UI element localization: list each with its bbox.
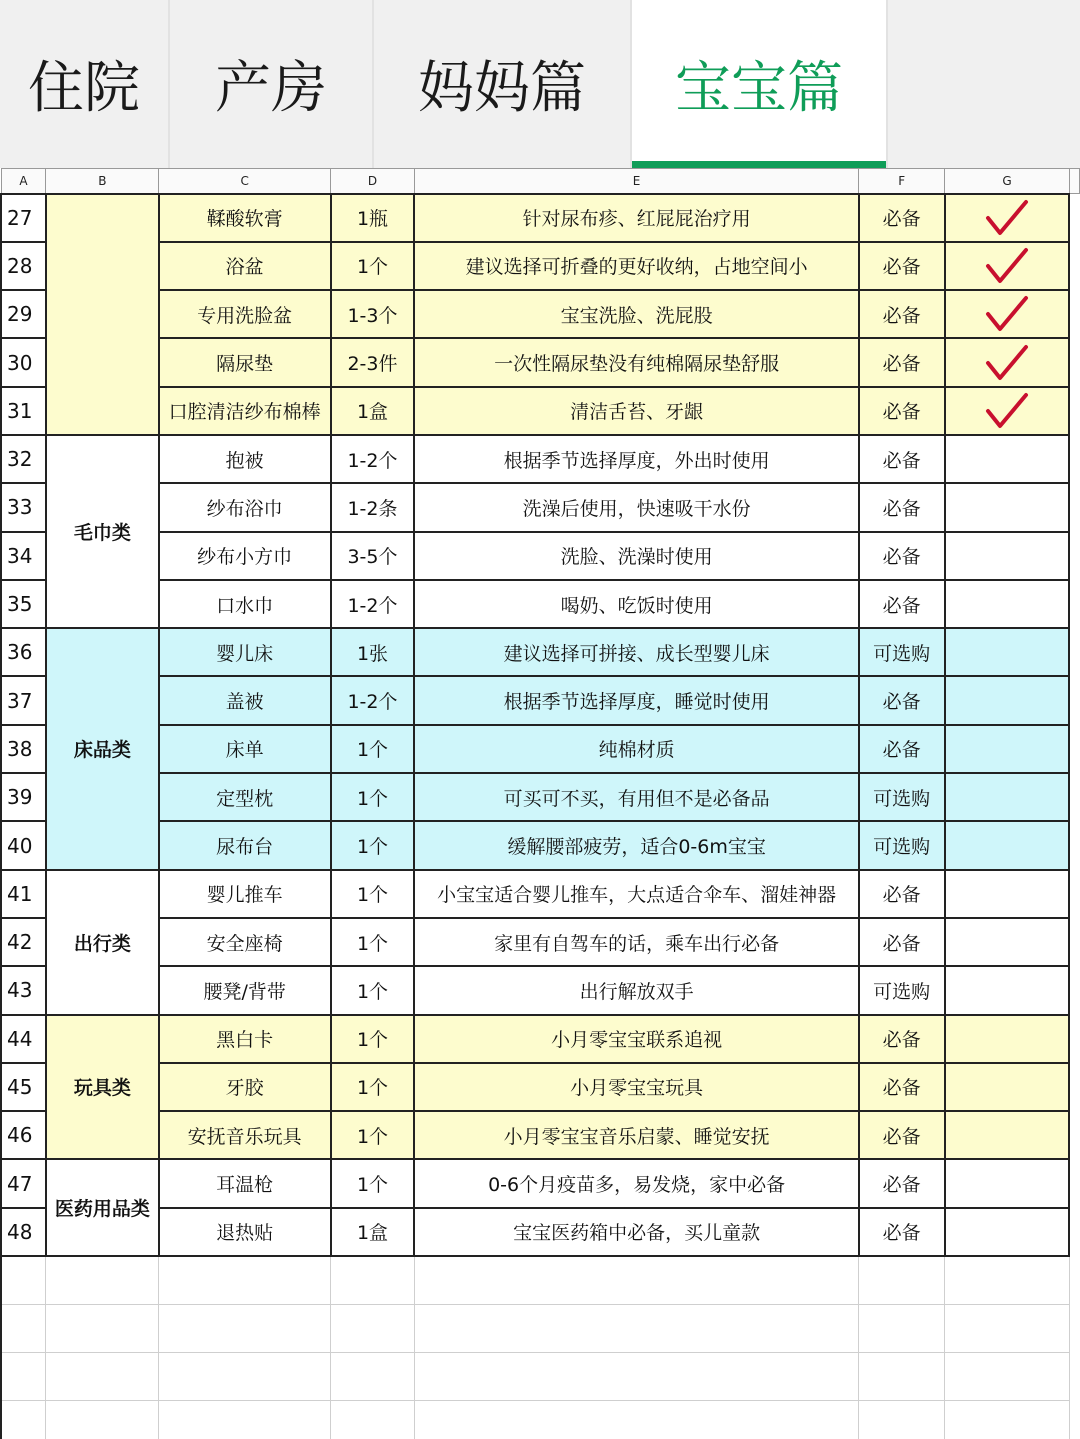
- tab-delivery-room[interactable]: 产房: [170, 0, 374, 168]
- check-cell[interactable]: [945, 338, 1070, 386]
- necessity-cell[interactable]: 可选购: [859, 966, 945, 1014]
- table-row: [1, 773, 1080, 821]
- item-name-cell[interactable]: 盖被: [159, 676, 331, 724]
- table-row: [1, 532, 1080, 580]
- check-cell[interactable]: [945, 966, 1070, 1014]
- item-name-cell[interactable]: 婴儿推车: [159, 870, 331, 918]
- empty-cell[interactable]: [331, 1401, 415, 1439]
- extra-cell: [1069, 773, 1079, 821]
- check-cell[interactable]: [945, 1015, 1070, 1063]
- check-cell[interactable]: [945, 676, 1070, 724]
- extra-cell: [1069, 290, 1079, 338]
- empty-cell: [1069, 1401, 1079, 1439]
- quantity-cell[interactable]: 1个: [331, 966, 415, 1014]
- item-name-cell[interactable]: 耳温枪: [159, 1159, 331, 1207]
- check-cell[interactable]: [945, 483, 1070, 531]
- column-header-g[interactable]: G: [945, 169, 1070, 194]
- item-name-cell[interactable]: 尿布台: [159, 821, 331, 869]
- empty-cell[interactable]: [1, 1304, 46, 1352]
- item-name-cell[interactable]: 抱被: [159, 435, 331, 483]
- item-name-cell[interactable]: 退热贴: [159, 1208, 331, 1256]
- check-cell[interactable]: [945, 242, 1070, 290]
- row-number: 36: [1, 628, 46, 676]
- quantity-cell[interactable]: 1个: [331, 821, 415, 869]
- row-number: 37: [1, 676, 46, 724]
- quantity-cell[interactable]: 1个: [331, 870, 415, 918]
- check-cell[interactable]: [945, 387, 1070, 435]
- extra-cell: [1069, 1159, 1079, 1207]
- empty-cell[interactable]: [46, 1304, 159, 1352]
- item-name-cell[interactable]: 婴儿床: [159, 628, 331, 676]
- empty-cell[interactable]: [1, 1353, 46, 1401]
- quantity-cell[interactable]: 1-2个: [331, 676, 415, 724]
- check-cell[interactable]: [945, 532, 1070, 580]
- row-number: 46: [1, 1111, 46, 1159]
- column-header-a[interactable]: A: [1, 169, 46, 194]
- extra-cell: [1069, 580, 1079, 628]
- extra-cell: [1069, 1208, 1079, 1256]
- item-name-cell[interactable]: 安抚音乐玩具: [159, 1111, 331, 1159]
- row-number: 44: [1, 1015, 46, 1063]
- note-cell[interactable]: 小月零宝宝玩具: [414, 1063, 858, 1111]
- table-row: [1, 1208, 1080, 1256]
- extra-cell: [1069, 532, 1079, 580]
- row-number: 42: [1, 918, 46, 966]
- empty-cell: [1069, 1353, 1079, 1401]
- quantity-cell[interactable]: 1个: [331, 1015, 415, 1063]
- quantity-cell[interactable]: 3-5个: [331, 532, 415, 580]
- necessity-cell[interactable]: 可选购: [859, 628, 945, 676]
- quantity-cell[interactable]: 1个: [331, 1063, 415, 1111]
- empty-row: [1, 1304, 1080, 1352]
- note-cell[interactable]: 喝奶、吃饭时使用: [414, 580, 858, 628]
- check-cell[interactable]: [945, 1111, 1070, 1159]
- necessity-cell[interactable]: 必备: [859, 580, 945, 628]
- row-number: 39: [1, 773, 46, 821]
- item-name-cell[interactable]: 安全座椅: [159, 918, 331, 966]
- extra-cell: [1069, 725, 1079, 773]
- extra-cell: [1069, 483, 1079, 531]
- quantity-cell[interactable]: 1盒: [331, 1208, 415, 1256]
- quantity-cell[interactable]: 1张: [331, 628, 415, 676]
- empty-cell[interactable]: [159, 1353, 331, 1401]
- empty-cell[interactable]: [331, 1353, 415, 1401]
- check-cell[interactable]: [945, 870, 1070, 918]
- necessity-cell[interactable]: 必备: [859, 242, 945, 290]
- quantity-cell[interactable]: 1-2个: [331, 435, 415, 483]
- note-cell[interactable]: 纯棉材质: [414, 725, 858, 773]
- check-cell[interactable]: [945, 918, 1070, 966]
- extra-cell: [1069, 870, 1079, 918]
- quantity-cell[interactable]: 1个: [331, 773, 415, 821]
- empty-cell[interactable]: [159, 1401, 331, 1439]
- row-number: 34: [1, 532, 46, 580]
- tab-mom[interactable]: 妈妈篇: [374, 0, 632, 168]
- table-row: [1, 580, 1080, 628]
- extra-cell: [1069, 1015, 1079, 1063]
- necessity-cell[interactable]: 必备: [859, 1111, 945, 1159]
- check-cell[interactable]: [945, 773, 1070, 821]
- row-number: 32: [1, 435, 46, 483]
- note-cell[interactable]: 根据季节选择厚度，外出时使用: [414, 435, 858, 483]
- empty-cell[interactable]: [46, 1401, 159, 1439]
- note-cell[interactable]: 洗脸、洗澡时使用: [414, 532, 858, 580]
- necessity-cell[interactable]: 必备: [859, 290, 945, 338]
- column-header-b[interactable]: B: [46, 169, 159, 194]
- column-header-f[interactable]: F: [859, 169, 945, 194]
- row-number: 43: [1, 966, 46, 1014]
- row-number: 30: [1, 338, 46, 386]
- table-row: [1, 194, 1080, 242]
- empty-cell[interactable]: [859, 1401, 945, 1439]
- empty-cell[interactable]: [945, 1401, 1070, 1439]
- quantity-cell[interactable]: 1盒: [331, 387, 415, 435]
- check-cell[interactable]: [945, 435, 1070, 483]
- note-cell[interactable]: 清洁舌苔、牙龈: [414, 387, 858, 435]
- empty-cell[interactable]: [414, 1304, 858, 1352]
- extra-cell: [1069, 821, 1079, 869]
- row-number: 29: [1, 290, 46, 338]
- item-name-cell[interactable]: 腰凳/背带: [159, 966, 331, 1014]
- row-number: 45: [1, 1063, 46, 1111]
- row-number: 35: [1, 580, 46, 628]
- note-cell[interactable]: 建议选择可折叠的更好收纳，占地空间小: [414, 242, 858, 290]
- check-cell[interactable]: [945, 1063, 1070, 1111]
- necessity-cell[interactable]: 必备: [859, 1063, 945, 1111]
- quantity-cell[interactable]: 1个: [331, 1111, 415, 1159]
- necessity-cell[interactable]: 必备: [859, 435, 945, 483]
- table-row: [1, 1111, 1080, 1159]
- note-cell[interactable]: 洗澡后使用，快速吸干水份: [414, 483, 858, 531]
- table-row: [1, 918, 1080, 966]
- note-cell[interactable]: 出行解放双手: [414, 966, 858, 1014]
- necessity-cell[interactable]: 必备: [859, 532, 945, 580]
- row-number: 33: [1, 483, 46, 531]
- row-number: 27: [1, 194, 46, 242]
- row-number: 28: [1, 242, 46, 290]
- extra-cell: [1069, 242, 1079, 290]
- item-name-cell[interactable]: 定型枕: [159, 773, 331, 821]
- tab-hospital[interactable]: 住院: [0, 0, 170, 168]
- row-number: 48: [1, 1208, 46, 1256]
- empty-row: [1, 1353, 1080, 1401]
- category-cell[interactable]: 玩具类: [46, 1015, 159, 1160]
- item-name-cell[interactable]: 浴盆: [159, 242, 331, 290]
- category-cell[interactable]: [46, 194, 159, 435]
- quantity-cell[interactable]: 2-3件: [331, 338, 415, 386]
- note-cell[interactable]: 0-6个月疫苗多，易发烧，家中必备: [414, 1159, 858, 1207]
- tab-baby[interactable]: 宝宝篇: [632, 0, 888, 168]
- quantity-cell[interactable]: 1个: [331, 1159, 415, 1207]
- empty-cell[interactable]: [945, 1256, 1070, 1304]
- quantity-cell[interactable]: 1瓶: [331, 194, 415, 242]
- category-cell[interactable]: 毛巾类: [46, 435, 159, 628]
- extra-cell: [1069, 966, 1079, 1014]
- column-header-h: [1069, 169, 1079, 194]
- empty-cell[interactable]: [159, 1304, 331, 1352]
- checkmark-icon: [985, 246, 1029, 286]
- table-row: [1, 821, 1080, 869]
- extra-cell: [1069, 628, 1079, 676]
- necessity-cell[interactable]: 可选购: [859, 821, 945, 869]
- empty-cell[interactable]: [859, 1304, 945, 1352]
- empty-cell[interactable]: [414, 1401, 858, 1439]
- extra-cell: [1069, 194, 1079, 242]
- check-cell[interactable]: [945, 290, 1070, 338]
- empty-cell[interactable]: [159, 1256, 331, 1304]
- empty-cell: [1069, 1256, 1079, 1304]
- necessity-cell[interactable]: 必备: [859, 1015, 945, 1063]
- empty-row: [1, 1401, 1080, 1439]
- checklist-table: [0, 168, 1080, 1439]
- check-cell[interactable]: [945, 194, 1070, 242]
- checkmark-icon: [985, 391, 1029, 431]
- table-row: [1, 870, 1080, 918]
- note-cell[interactable]: 根据季节选择厚度，睡觉时使用: [414, 676, 858, 724]
- empty-cell[interactable]: [331, 1304, 415, 1352]
- item-name-cell[interactable]: 口腔清洁纱布棉棒: [159, 387, 331, 435]
- quantity-cell[interactable]: 1个: [331, 242, 415, 290]
- table-row: [1, 387, 1080, 435]
- note-cell[interactable]: 宝宝医药箱中必备，买儿童款: [414, 1208, 858, 1256]
- empty-cell[interactable]: [945, 1304, 1070, 1352]
- necessity-cell[interactable]: 必备: [859, 676, 945, 724]
- empty-cell[interactable]: [1, 1256, 46, 1304]
- note-cell[interactable]: 小月零宝宝联系追视: [414, 1015, 858, 1063]
- note-cell[interactable]: 家里有自驾车的话，乘车出行必备: [414, 918, 858, 966]
- checkmark-icon: [985, 294, 1029, 334]
- check-cell[interactable]: [945, 1208, 1070, 1256]
- necessity-cell[interactable]: 可选购: [859, 773, 945, 821]
- quantity-cell[interactable]: 1-2条: [331, 483, 415, 531]
- category-cell[interactable]: 床品类: [46, 628, 159, 869]
- table-row: [1, 242, 1080, 290]
- note-cell[interactable]: 缓解腰部疲劳，适合0-6m宝宝: [414, 821, 858, 869]
- note-cell[interactable]: 小月零宝宝音乐启蒙、睡觉安抚: [414, 1111, 858, 1159]
- necessity-cell[interactable]: 必备: [859, 387, 945, 435]
- empty-cell[interactable]: [859, 1353, 945, 1401]
- table-row: [1, 483, 1080, 531]
- column-header-d[interactable]: D: [331, 169, 415, 194]
- empty-cell[interactable]: [414, 1353, 858, 1401]
- necessity-cell[interactable]: 必备: [859, 1159, 945, 1207]
- table-row: [1, 1063, 1080, 1111]
- note-cell[interactable]: 一次性隔尿垫没有纯棉隔尿垫舒服: [414, 338, 858, 386]
- note-cell[interactable]: 针对尿布疹、红屁屁治疗用: [414, 194, 858, 242]
- necessity-cell[interactable]: 必备: [859, 338, 945, 386]
- check-cell[interactable]: [945, 821, 1070, 869]
- note-cell[interactable]: 建议选择可拼接、成长型婴儿床: [414, 628, 858, 676]
- empty-cell: [1069, 1304, 1079, 1352]
- necessity-cell[interactable]: 必备: [859, 918, 945, 966]
- note-cell[interactable]: 宝宝洗脸、洗屁股: [414, 290, 858, 338]
- quantity-cell[interactable]: 1-3个: [331, 290, 415, 338]
- row-number: 31: [1, 387, 46, 435]
- empty-cell[interactable]: [1, 1401, 46, 1439]
- row-number: 47: [1, 1159, 46, 1207]
- necessity-cell[interactable]: 必备: [859, 725, 945, 773]
- check-cell[interactable]: [945, 1159, 1070, 1207]
- extra-cell: [1069, 387, 1079, 435]
- item-name-cell[interactable]: 牙胶: [159, 1063, 331, 1111]
- table-row: [1, 290, 1080, 338]
- quantity-cell[interactable]: 1个: [331, 725, 415, 773]
- item-name-cell[interactable]: 隔尿垫: [159, 338, 331, 386]
- item-name-cell[interactable]: 纱布浴巾: [159, 483, 331, 531]
- table-row: [1, 966, 1080, 1014]
- empty-row: [1, 1256, 1080, 1304]
- checkmark-icon: [985, 198, 1029, 238]
- item-name-cell[interactable]: 专用洗脸盆: [159, 290, 331, 338]
- extra-cell: [1069, 918, 1079, 966]
- sheet-tab-bar: [0, 0, 1080, 168]
- note-cell[interactable]: 可买可不买，有用但不是必备品: [414, 773, 858, 821]
- item-name-cell[interactable]: 床单: [159, 725, 331, 773]
- extra-cell: [1069, 435, 1079, 483]
- spreadsheet-grid: [0, 168, 1080, 1439]
- row-number: 40: [1, 821, 46, 869]
- extra-cell: [1069, 1111, 1079, 1159]
- category-cell[interactable]: 医药用品类: [46, 1159, 159, 1256]
- row-number: 41: [1, 870, 46, 918]
- check-cell[interactable]: [945, 580, 1070, 628]
- table-row: [1, 338, 1080, 386]
- table-row: [1, 1015, 1080, 1063]
- necessity-cell[interactable]: 必备: [859, 1208, 945, 1256]
- necessity-cell[interactable]: 必备: [859, 870, 945, 918]
- empty-cell[interactable]: [945, 1353, 1070, 1401]
- note-cell[interactable]: 小宝宝适合婴儿推车，大点适合伞车、溜娃神器: [414, 870, 858, 918]
- tab-bar-filler: [888, 0, 1080, 168]
- item-name-cell[interactable]: 纱布小方巾: [159, 532, 331, 580]
- extra-cell: [1069, 1063, 1079, 1111]
- column-header-row: [1, 169, 1080, 194]
- item-name-cell[interactable]: 鞣酸软膏: [159, 194, 331, 242]
- table-row: [1, 725, 1080, 773]
- table-row: [1, 1159, 1080, 1207]
- empty-cell[interactable]: [46, 1256, 159, 1304]
- column-header-e[interactable]: E: [414, 169, 858, 194]
- category-cell[interactable]: 出行类: [46, 870, 159, 1015]
- column-header-c[interactable]: C: [159, 169, 331, 194]
- row-number: 38: [1, 725, 46, 773]
- empty-cell[interactable]: [414, 1256, 858, 1304]
- empty-cell[interactable]: [859, 1256, 945, 1304]
- necessity-cell[interactable]: 必备: [859, 194, 945, 242]
- table-row: [1, 676, 1080, 724]
- table-row: [1, 628, 1080, 676]
- quantity-cell[interactable]: 1-2个: [331, 580, 415, 628]
- empty-cell[interactable]: [331, 1256, 415, 1304]
- quantity-cell[interactable]: 1个: [331, 918, 415, 966]
- extra-cell: [1069, 676, 1079, 724]
- necessity-cell[interactable]: 必备: [859, 483, 945, 531]
- item-name-cell[interactable]: 黑白卡: [159, 1015, 331, 1063]
- check-cell[interactable]: [945, 725, 1070, 773]
- extra-cell: [1069, 338, 1079, 386]
- item-name-cell[interactable]: 口水巾: [159, 580, 331, 628]
- table-row: [1, 435, 1080, 483]
- checkmark-icon: [985, 343, 1029, 383]
- empty-cell[interactable]: [46, 1353, 159, 1401]
- check-cell[interactable]: [945, 628, 1070, 676]
